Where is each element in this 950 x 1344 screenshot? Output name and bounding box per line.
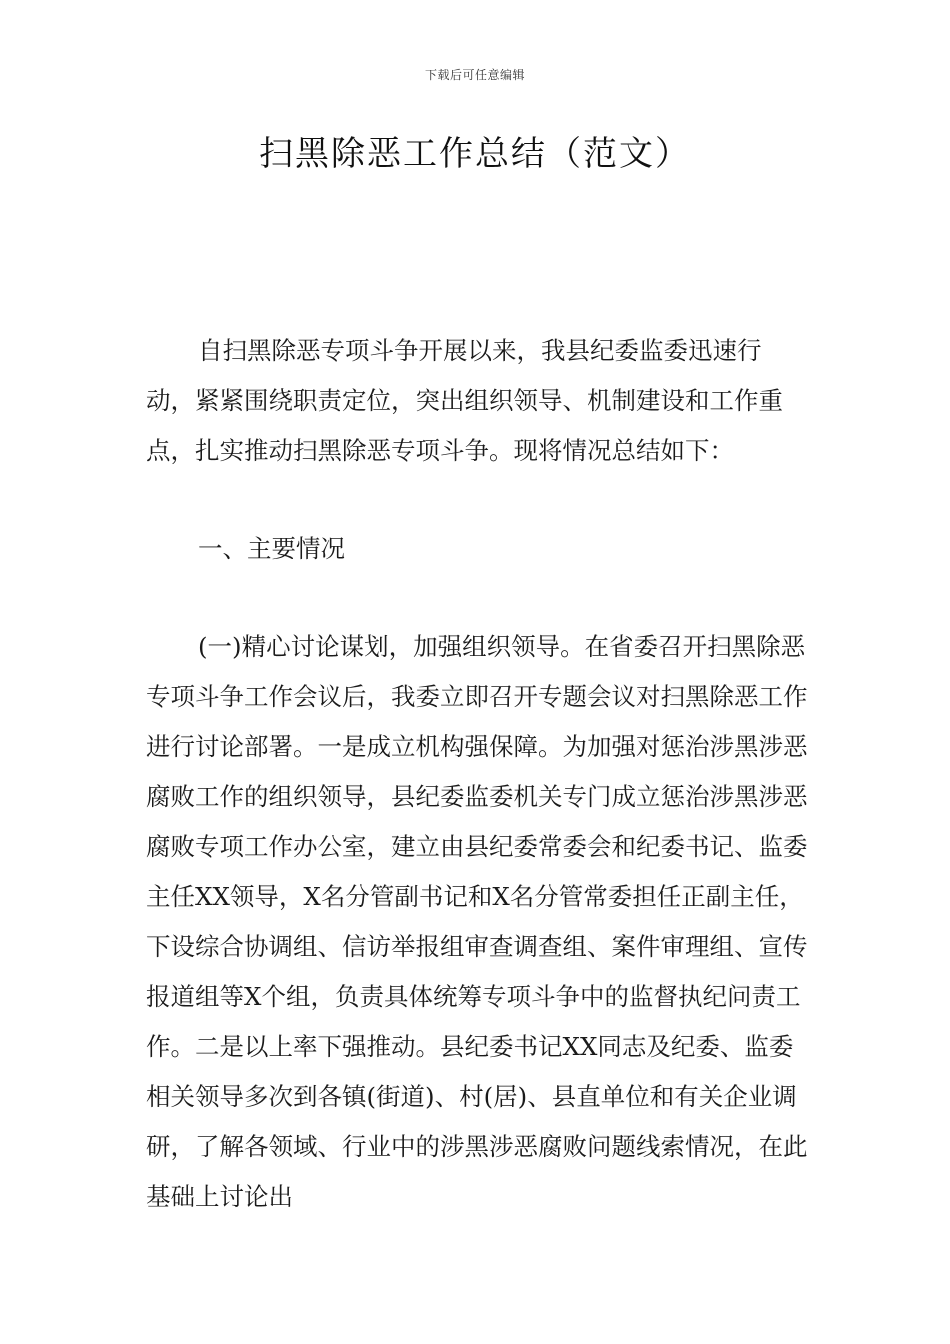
intro-paragraph: 自扫黑除恶专项斗争开展以来，我县纪委监委迅速行动，紧紧围绕职责定位，突出组织领导、机制建设和工作重点，扎实推动扫黑除恶专项斗争。现将情况总结如下： xyxy=(146,336,783,465)
document-title: 扫黑除恶工作总结（范文） xyxy=(259,134,691,174)
paragraph-1: (一)精心讨论谋划，加强组织领导。在省委召开扫黑除恶专项斗争工作会议后，我委立即召开专题会议对扫黑除恶工作进行讨论部署。一是成立机构强保障。为加强对惩治涉黑涉恶腐败工作的组织领导，县纪委监委机关专门成立惩治涉黑涉恶腐败专项工作办公室，建立由县纪委常委会和纪委书记、监委主任XX领导，X名分管副书记和X名分管常委担任正副主任，下设综合协调组、信访举报组审查调查组、案件审理组、宣传报道组等X个组，负责具体统筹专项斗争中的监督执纪问责工作。二是以上率下强推动。县纪委书记XX同志及纪委、监委相关领导多次到各镇(街道)、村(居)、县直单位和有关企业调研，了解各领域、行业中的涉黑涉恶腐败问题线索情况，在此基础上讨论出 xyxy=(146,632,808,1211)
section-heading: 一、主要情况 xyxy=(198,534,345,563)
header-note: 下载后可任意编辑 xyxy=(424,68,525,82)
